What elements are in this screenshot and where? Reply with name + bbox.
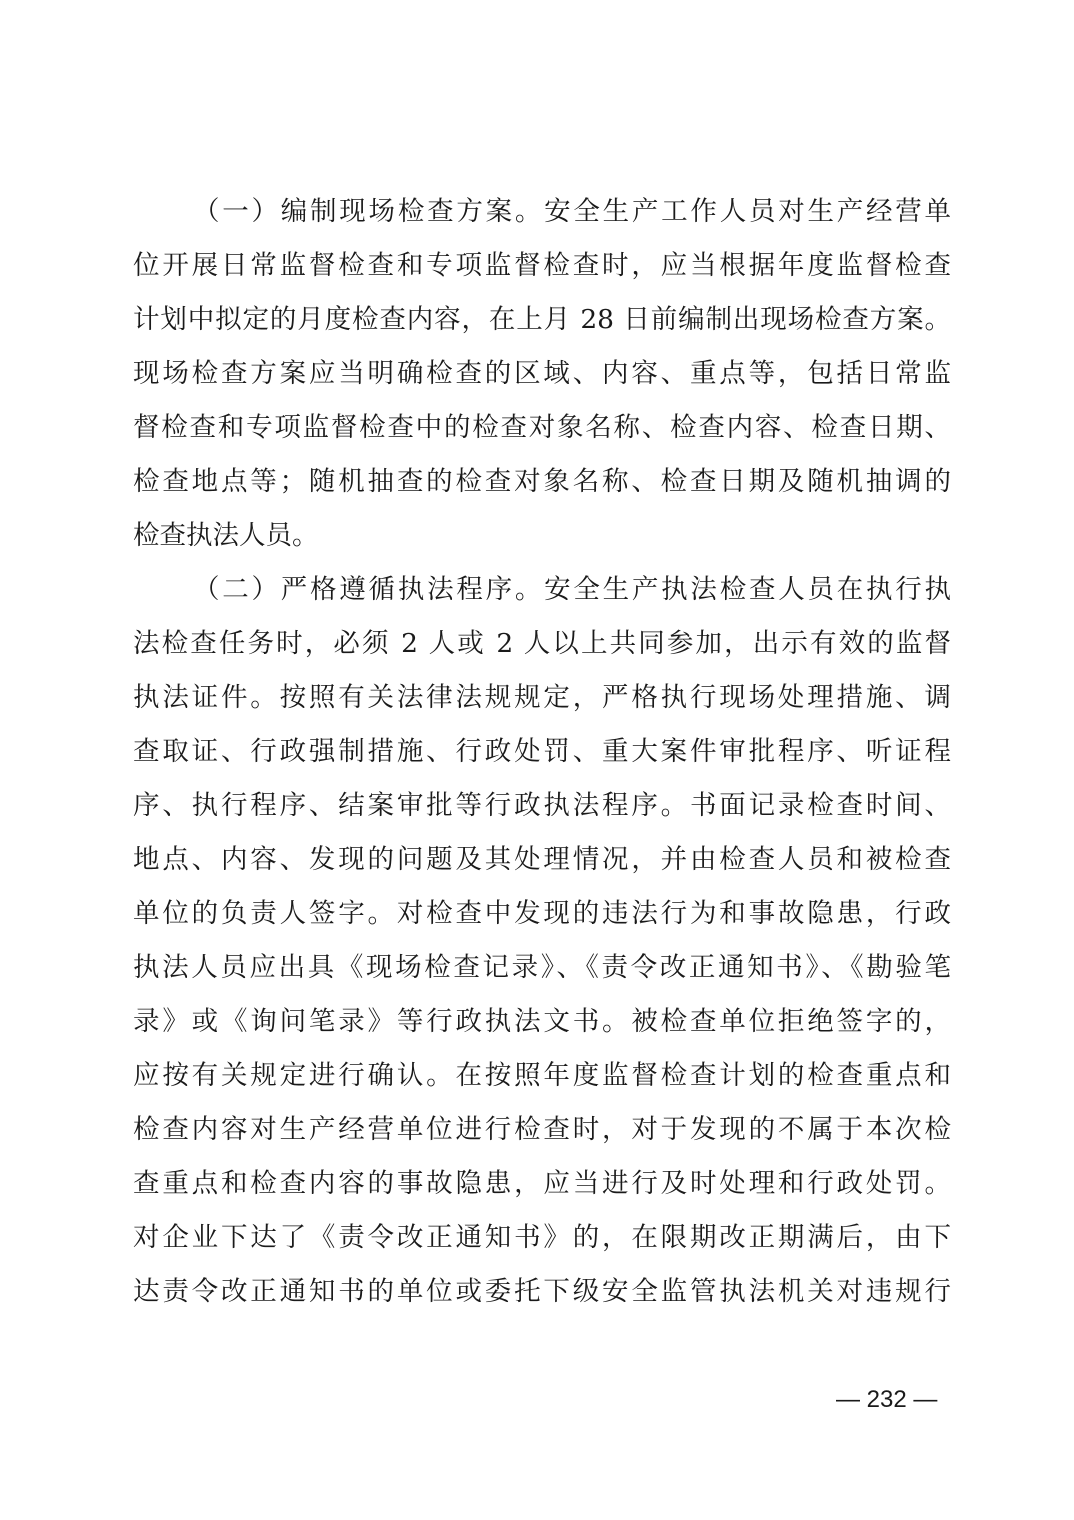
- text-line: 执法人员应出具《现场检查记录》、《责令改正通知书》、《勘验笔: [133, 952, 951, 983]
- page-number: — 232 —: [836, 1386, 938, 1413]
- section-heading: （一）编制现场检查方案: [193, 196, 515, 227]
- text-line: 检查内容对生产经营单位进行检查时，对于发现的不属于本次检: [133, 1114, 951, 1145]
- text-line: 计划中拟定的月度检查内容，在上月 28 日前编制出现场检查方案。: [133, 304, 951, 335]
- paragraph-follow-enforcement-procedure: [133, 563, 951, 1319]
- text-line: 查取证、行政强制措施、行政处罚、重大案件审批程序、听证程: [133, 736, 951, 767]
- text-run: 。安全生产执法检查人员在执行执: [514, 574, 952, 605]
- document-body: [133, 185, 951, 1319]
- text-line: 执法证件。按照有关法律法规规定，严格执行现场处理措施、调: [133, 682, 951, 713]
- text-line: 地点、内容、发现的问题及其处理情况，并由检查人员和被检查: [133, 844, 951, 875]
- text-run: 。安全生产工作人员对生产经营单: [514, 196, 952, 227]
- text-line: 序、执行程序、结案审批等行政执法程序。书面记录检查时间、: [133, 790, 951, 821]
- text-line: 督检查和专项监督检查中的检查对象名称、检查内容、检查日期、: [133, 412, 951, 443]
- text-line: 现场检查方案应当明确检查的区域、内容、重点等，包括日常监: [133, 358, 951, 389]
- text-line: 检查地点等；随机抽查的检查对象名称、检查日期及随机抽调的: [133, 466, 951, 497]
- paragraph-compile-inspection-plan: [133, 185, 951, 563]
- text-line: 位开展日常监督检查和专项监督检查时，应当根据年度监督检查: [133, 250, 951, 281]
- text-line: 应按有关规定进行确认。在按照年度监督检查计划的检查重点和: [133, 1060, 951, 1091]
- text-line: 法检查任务时，必须 2 人或 2 人以上共同参加，出示有效的监督: [133, 628, 951, 659]
- text-line: 对企业下达了《责令改正通知书》的，在限期改正期满后，由下: [133, 1222, 951, 1253]
- section-heading: （二）严格遵循执法程序: [193, 574, 515, 605]
- text-line: [133, 185, 951, 239]
- text-line: 检查执法人员。: [133, 520, 319, 551]
- text-line: 录》或《询问笔录》等行政执法文书。被检查单位拒绝签字的，: [133, 1006, 951, 1037]
- text-line: [133, 563, 951, 617]
- text-line: 单位的负责人签字。对检查中发现的违法行为和事故隐患，行政: [133, 898, 951, 929]
- text-line: 查重点和检查内容的事故隐患，应当进行及时处理和行政处罚。: [133, 1168, 951, 1199]
- text-line: 达责令改正通知书的单位或委托下级安全监管执法机关对违规行: [133, 1276, 951, 1307]
